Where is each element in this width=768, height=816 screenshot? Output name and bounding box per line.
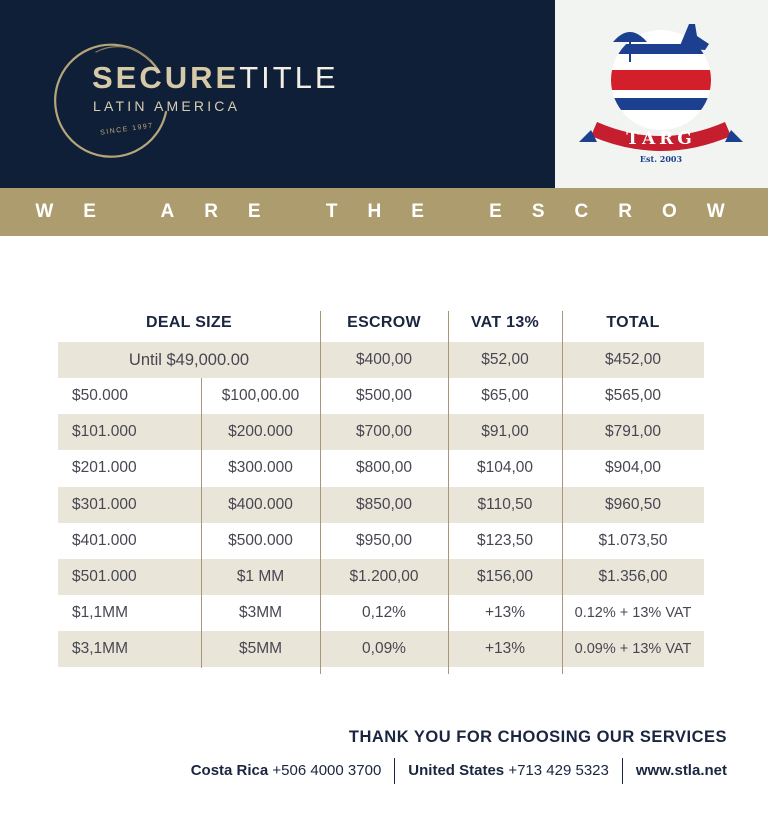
column-divider bbox=[448, 311, 449, 674]
table-row bbox=[58, 342, 704, 378]
total-cell: $791,00 bbox=[604, 423, 662, 441]
footer-divider bbox=[394, 758, 395, 784]
escrow-cell: $800,00 bbox=[355, 459, 413, 477]
deal-to-cell: $200.000 bbox=[228, 423, 293, 441]
deal-from-cell: $101.000 bbox=[72, 423, 137, 441]
header-escrow: ESCROW bbox=[347, 314, 421, 331]
header-brand-panel bbox=[0, 0, 555, 188]
header-deal-size: DEAL SIZE bbox=[146, 314, 232, 331]
deal-to-cell: $100,00.00 bbox=[221, 387, 300, 404]
targ-logo bbox=[555, 0, 768, 188]
deal-from-cell: $1,1MM bbox=[72, 604, 128, 622]
total-cell: $565,00 bbox=[604, 387, 662, 404]
vat-cell: $104,00 bbox=[476, 459, 534, 477]
brand-name-light: TITLE bbox=[239, 60, 339, 95]
table-row bbox=[58, 378, 704, 414]
brand-name bbox=[92, 62, 339, 93]
brand-subtitle: LATIN AMERICA bbox=[93, 98, 241, 114]
deal-size-cell: Until $49,000.00 bbox=[128, 351, 250, 369]
targ-name: TARG bbox=[626, 129, 696, 149]
table-row bbox=[58, 559, 704, 595]
total-cell: 0.09% + 13% VAT bbox=[574, 641, 692, 658]
vat-cell: $52,00 bbox=[481, 351, 529, 368]
deal-to-cell: $500.000 bbox=[228, 531, 293, 549]
column-divider bbox=[562, 311, 563, 674]
vat-cell: $91,00 bbox=[481, 423, 529, 441]
deal-to-cell: $1 MM bbox=[236, 568, 285, 585]
column-divider bbox=[201, 378, 202, 668]
table-row bbox=[58, 487, 704, 523]
vat-cell: $156,00 bbox=[476, 568, 534, 585]
escrow-cell: $950,00 bbox=[355, 531, 413, 549]
contact-united-states bbox=[408, 758, 609, 784]
targ-est: Est. 2003 bbox=[639, 154, 683, 164]
header-partner-panel bbox=[555, 0, 768, 188]
header bbox=[0, 0, 768, 188]
footer-divider bbox=[622, 758, 623, 784]
deal-from-cell: $3,1MM bbox=[72, 640, 128, 658]
vat-cell: +13% bbox=[484, 640, 526, 658]
escrow-cell: 0,12% bbox=[362, 604, 406, 622]
brand-since: SINCE 1997 bbox=[99, 122, 155, 137]
tagline-band bbox=[0, 188, 768, 236]
escrow-cell: 0,09% bbox=[362, 640, 406, 658]
footer-contacts bbox=[191, 758, 727, 784]
vat-cell: $123,50 bbox=[476, 531, 534, 549]
thank-you-message: THANK YOU FOR CHOOSING OUR SERVICES bbox=[348, 728, 727, 746]
website-text[interactable]: www.stla.net bbox=[635, 762, 727, 779]
table-row bbox=[58, 414, 704, 450]
us-label: United States bbox=[408, 762, 505, 779]
escrow-cell: $1.200,00 bbox=[349, 568, 419, 585]
escrow-cell: $850,00 bbox=[355, 495, 413, 513]
deal-from-cell: $201.000 bbox=[72, 459, 137, 477]
cr-label: Costa Rica bbox=[190, 762, 269, 779]
deal-from-cell: $301.000 bbox=[72, 495, 137, 513]
table-row bbox=[58, 523, 704, 559]
deal-to-cell: $400.000 bbox=[228, 495, 293, 513]
escrow-cell: $400,00 bbox=[355, 351, 413, 368]
deal-to-cell: $5MM bbox=[238, 640, 283, 658]
table-row bbox=[58, 595, 704, 631]
column-divider bbox=[320, 311, 321, 674]
vat-cell: $110,50 bbox=[477, 495, 533, 513]
header-vat: VAT 13% bbox=[470, 314, 540, 331]
vat-cell: +13% bbox=[484, 604, 526, 622]
us-phone[interactable]: +713 429 5323 bbox=[508, 762, 609, 779]
tagline: WE ARE THE ESCROW bbox=[35, 201, 755, 222]
deal-to-cell: $300.000 bbox=[228, 459, 293, 477]
table-row bbox=[58, 631, 704, 667]
contact-costa-rica bbox=[191, 758, 382, 784]
deal-from-cell: $401.000 bbox=[72, 531, 137, 549]
website-link[interactable] bbox=[636, 758, 727, 784]
total-cell: $904,00 bbox=[604, 459, 662, 477]
deal-from-cell: $50.000 bbox=[72, 387, 129, 404]
total-cell: $960,50 bbox=[604, 495, 662, 513]
total-cell: $1.073,50 bbox=[598, 531, 668, 549]
total-cell: $452,00 bbox=[604, 351, 662, 368]
escrow-cell: $700,00 bbox=[355, 423, 413, 441]
brand-name-bold: SECURE bbox=[92, 60, 240, 95]
deal-to-cell: $3MM bbox=[238, 604, 283, 622]
deal-from-cell: $501.000 bbox=[72, 568, 137, 585]
header-total: TOTAL bbox=[606, 314, 660, 331]
vat-cell: $65,00 bbox=[481, 387, 529, 404]
total-cell: 0.12% + 13% VAT bbox=[574, 605, 692, 622]
total-cell: $1.356,00 bbox=[598, 568, 668, 585]
table-row bbox=[58, 450, 704, 486]
escrow-cell: $500,00 bbox=[355, 387, 413, 404]
cr-phone[interactable]: +506 4000 3700 bbox=[272, 762, 382, 779]
